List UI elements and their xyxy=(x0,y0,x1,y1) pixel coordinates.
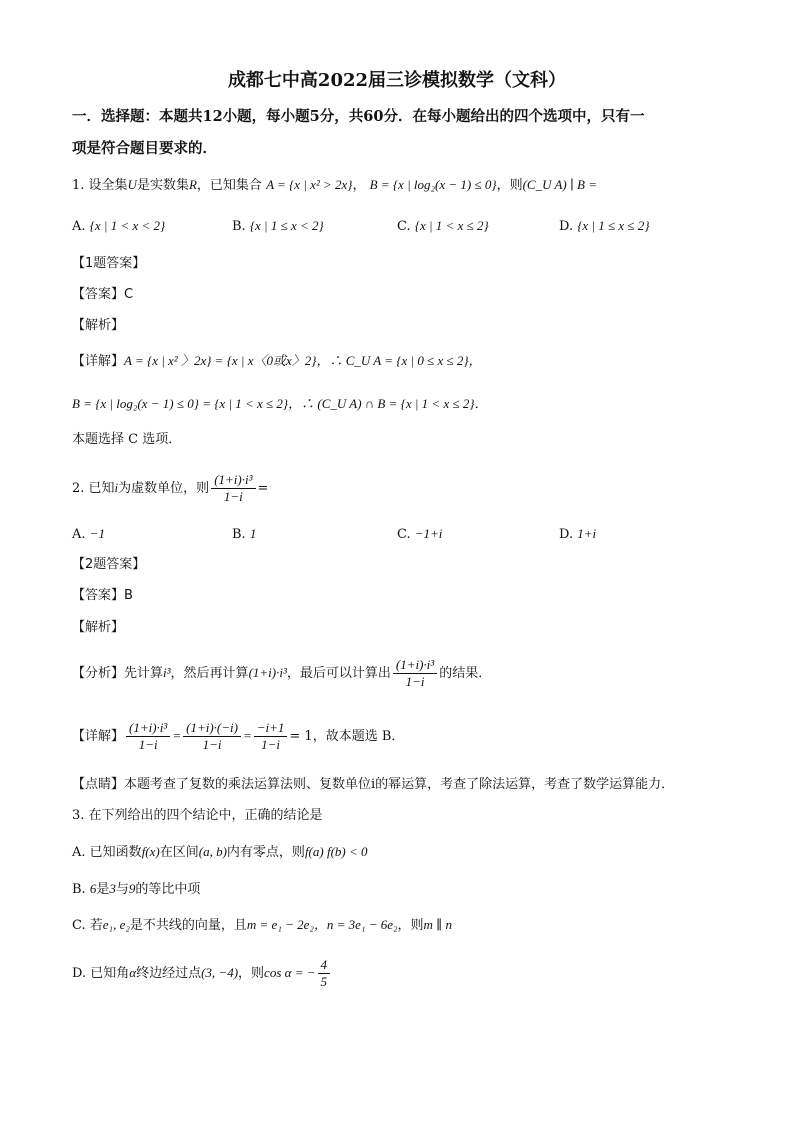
q2-fenxi-fraction: $\frac{\text{(1+i)·i³}}{1-i}$ xyxy=(393,657,437,690)
q2-detail-fraction-1: $\frac{\text{(1+i)·i³}}{1-i}$ xyxy=(126,720,170,753)
q1-answer-header: 【1题答案】 xyxy=(72,256,146,271)
q2-var-i: i xyxy=(114,480,119,495)
q2-fenxi: 【分析】先计算i³，然后再计算(1+i)·i³，最后可以计算出 $\frac{\text{(1+i)·i³}}{1-i}$ 的结果． xyxy=(72,657,492,689)
q1-option-b: B. {x | 1 ≤ x < 2} xyxy=(232,218,324,234)
q2-fenxi-expr1: i³ xyxy=(163,665,171,680)
q2-detail-tail: = 1，故本题选 B． xyxy=(289,729,405,744)
q1-stem: 1. 设全集U是实数集R，已知集合 A = {x | x² > 2x}， B = {x | log₂(x − 1) ≤ 0}，则(C_U A) ∣ B = xyxy=(72,177,597,193)
q2-detail-fraction-2: $\frac{(1+i)\cdot(-i)}{1-i}$ xyxy=(183,720,241,753)
q3-option-a: A. 已知函数f(x)在区间(a, b)内有零点，则f(a) f(b) < 0 xyxy=(72,844,368,860)
q1-analysis-label: 【解析】 xyxy=(72,318,125,333)
q2-stem-fraction: $\frac{\text{(1+i)·i³}}{1-i}$ xyxy=(211,472,255,505)
q2-detail-label: 【详解】 xyxy=(72,729,125,744)
q2-stem-mid: 为虚数单位，则 xyxy=(118,481,210,496)
q1-detail-expr2: B = {x | log₂(x − 1) ≤ 0} = {x | 1 < x ≤ 2}，∴ (C_U A) ∩ B = {x | 1 < x ≤ 2}． xyxy=(72,396,488,411)
q1-var-r: R xyxy=(188,177,197,192)
q2-stem xyxy=(72,470,268,507)
q1-options xyxy=(72,216,732,236)
q2-answer-header: 【2题答案】 xyxy=(72,557,146,572)
q1-stem-mid3: ，则 xyxy=(496,178,523,193)
q2-detail: 【详解】 $\frac{\text{(1+i)·i³}}{1-i}$ = $\frac{(1+i)\cdot(-i)}{1-i}$ = $\frac{-i+1}{1-i}$ = 1，故本题选 B． xyxy=(72,720,405,752)
section-heading-line2: 项是符合题目要求的． xyxy=(72,140,217,157)
q2-option-c: C. −1+i xyxy=(397,526,443,542)
q1-detail-label: 【详解】 xyxy=(72,354,125,369)
q2-analysis-label: 【解析】 xyxy=(72,620,125,635)
q1-detail-line2 xyxy=(72,394,488,415)
q1-stem-mid2: ，已知集合 xyxy=(196,178,262,193)
q3-option-d: D. 已知角α终边经过点(3, −4)，则cos α = − $\frac{4}{5}$ xyxy=(72,954,332,993)
q1-var-u: U xyxy=(127,177,137,192)
q1-conclusion: 本题选择 C 选项． xyxy=(72,432,182,447)
q2-answer: 【答案】B xyxy=(72,588,133,603)
q1-option-a: A. {x | 1 < x < 2} xyxy=(72,218,166,234)
q1-stem-prefix: 1. 设全集 xyxy=(72,178,128,193)
q2-fenxi-label: 【分析】 xyxy=(72,666,125,681)
q2-option-d: D. 1+i xyxy=(559,526,597,542)
q3-option-d-fraction: $\frac{4}{5}$ xyxy=(318,957,331,990)
q1-detail-line1 xyxy=(72,351,482,372)
q1-target: (C_U A) ∣ B = xyxy=(522,177,597,192)
q3-option-b: B. 6是3与9的等比中项 xyxy=(72,881,201,897)
page-title: 成都七中高2022届三诊模拟数学（文科） xyxy=(227,70,567,91)
q2-stem-suffix: = xyxy=(257,481,269,496)
q1-detail-expr1: A = {x | x² 〉2x} = {x | x〈0或x〉2}，∴ C_U A = {x | 0 ≤ x ≤ 2}， xyxy=(124,353,482,368)
q2-dianjing-text: 本题考查了复数的乘法运算法则、复数单位i的幂运算，考查了除法运算，考查了数学运算能力． xyxy=(124,777,675,792)
q2-dianjing-label: 【点睛】 xyxy=(72,777,125,792)
q3-option-c: C. 若e₁, e₂是不共线的向量，且m = e₁ − 2e₂，n = 3e₁ − 6e₂，则m ∥ n xyxy=(72,917,452,933)
q2-option-a: A. −1 xyxy=(72,526,105,542)
q2-detail-fraction-3: $\frac{-i+1}{1-i}$ xyxy=(254,720,288,753)
q1-answer: 【答案】C xyxy=(72,287,134,302)
q1-option-c: C. {x | 1 < x ≤ 2} xyxy=(397,218,489,234)
section-heading-line1: 一．选择题：本题共12小题，每小题5分，共60分．在每小题给出的四个选项中，只有一 xyxy=(72,108,645,125)
q2-stem-prefix: 2. 已知 xyxy=(72,481,115,496)
q2-dianjing xyxy=(72,775,674,795)
q1-set-a: A = {x | x² > 2x} xyxy=(266,177,353,192)
q1-option-d: D. {x | 1 ≤ x ≤ 2} xyxy=(559,218,650,234)
q2-options xyxy=(72,524,732,544)
q1-stem-mid1: 是实数集 xyxy=(136,178,189,193)
q3-stem: 3. 在下列给出的四个结论中，正确的结论是 xyxy=(72,808,323,823)
q1-set-b: B = {x | log₂(x − 1) ≤ 0} xyxy=(369,177,497,192)
q2-fenxi-expr2: (1+i)·i³ xyxy=(248,665,287,680)
q2-option-b: B. 1 xyxy=(232,526,257,542)
